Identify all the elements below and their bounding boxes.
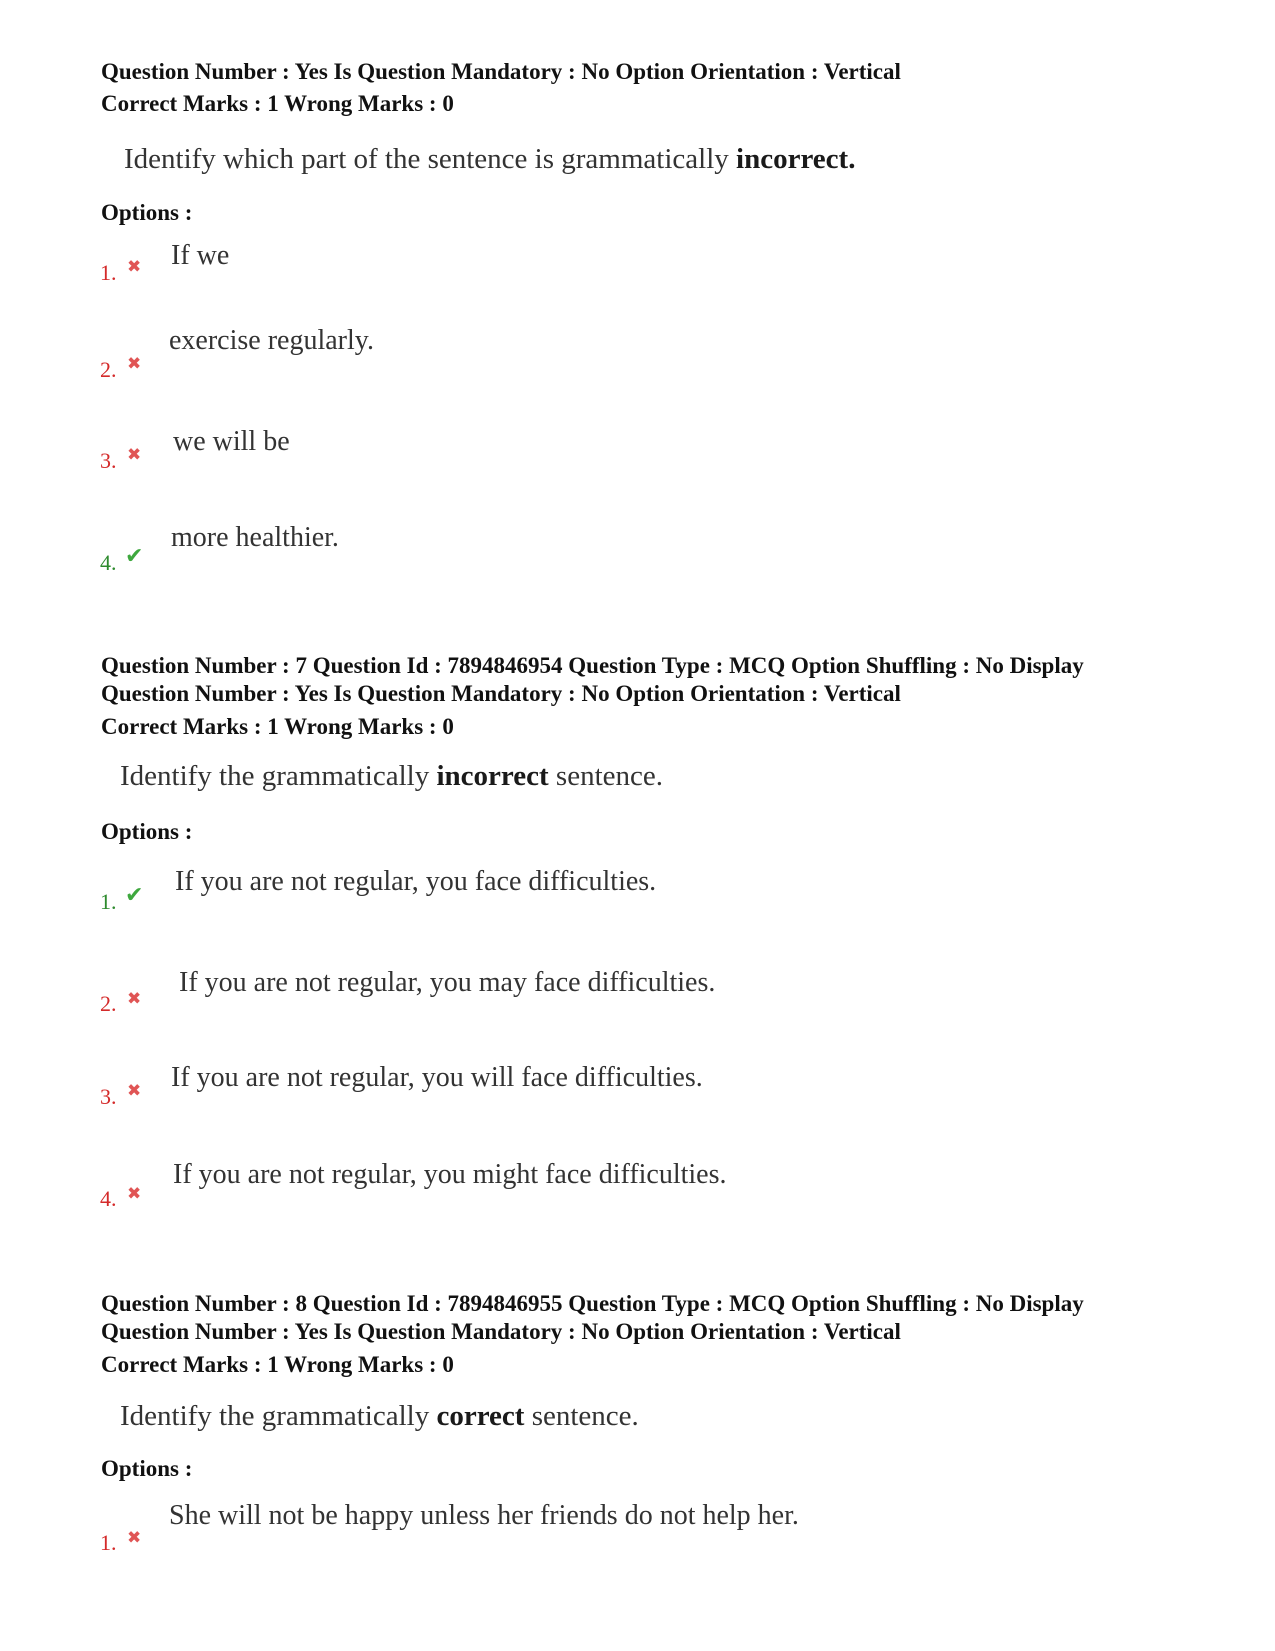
question-marks-line: Correct Marks : 1 Wrong Marks : 0 xyxy=(101,1352,454,1377)
question-stem xyxy=(124,142,855,176)
option-number: 2. xyxy=(100,991,117,1016)
stem-emphasis: incorrect. xyxy=(736,143,856,175)
question-meta-line: Question Number : Yes Is Question Mandatory : No Option Orientation : Vertical xyxy=(101,1319,901,1344)
stem-emphasis: incorrect xyxy=(436,760,549,792)
question-header: Question Number : 7 Question Id : 7894846954 Question Type : MCQ Option Shuffling : No Display xyxy=(101,653,1084,678)
option-number: 1. xyxy=(100,1530,117,1555)
check-icon: ✔ xyxy=(125,883,144,908)
options-label: Options : xyxy=(101,819,193,844)
options-label: Options : xyxy=(101,1456,193,1481)
option-text: exercise regularly. xyxy=(169,325,374,356)
question-marks-line: Correct Marks : 1 Wrong Marks : 0 xyxy=(101,91,454,116)
option-number: 1. xyxy=(100,260,117,285)
option-text: If you are not regular, you might face difficulties. xyxy=(173,1159,727,1190)
stem-text: Identify which part of the sentence is grammatically xyxy=(124,143,737,175)
question-meta-line: Question Number : Yes Is Question Mandatory : No Option Orientation : Vertical xyxy=(101,59,901,84)
option-number: 2. xyxy=(100,357,117,382)
cross-icon: ✖ xyxy=(127,1528,142,1548)
cross-icon: ✖ xyxy=(127,989,142,1009)
option-text: If you are not regular, you face difficulties. xyxy=(175,866,657,897)
option-text: If we xyxy=(171,240,230,271)
question-marks-line: Correct Marks : 1 Wrong Marks : 0 xyxy=(101,714,454,739)
option-text: If you are not regular, you will face difficulties. xyxy=(171,1062,703,1093)
cross-icon: ✖ xyxy=(127,1081,142,1101)
question-stem xyxy=(120,759,663,793)
option-number: 3. xyxy=(100,448,117,473)
stem-text-end: sentence. xyxy=(524,1400,639,1432)
question-meta-line: Question Number : Yes Is Question Mandatory : No Option Orientation : Vertical xyxy=(101,681,901,706)
option-text: She will not be happy unless her friends do not help her. xyxy=(169,1500,799,1531)
cross-icon: ✖ xyxy=(127,1184,142,1204)
cross-icon: ✖ xyxy=(127,445,142,465)
option-text: more healthier. xyxy=(171,522,339,553)
question-stem xyxy=(120,1399,639,1433)
stem-text-end: sentence. xyxy=(548,760,663,792)
stem-text: Identify the grammatically xyxy=(120,760,437,792)
option-text: If you are not regular, you may face difficulties. xyxy=(179,967,716,998)
check-icon: ✔ xyxy=(125,544,144,569)
stem-emphasis: correct xyxy=(436,1400,525,1432)
cross-icon: ✖ xyxy=(127,354,142,374)
question-header: Question Number : 8 Question Id : 7894846955 Question Type : MCQ Option Shuffling : No Display xyxy=(101,1291,1084,1316)
option-number: 4. xyxy=(100,550,117,575)
option-number: 1. xyxy=(100,889,117,914)
option-text: we will be xyxy=(173,426,290,457)
option-number: 3. xyxy=(100,1084,117,1109)
stem-text: Identify the grammatically xyxy=(120,1400,437,1432)
option-number: 4. xyxy=(100,1186,117,1211)
options-label: Options : xyxy=(101,200,193,225)
cross-icon: ✖ xyxy=(127,257,142,277)
